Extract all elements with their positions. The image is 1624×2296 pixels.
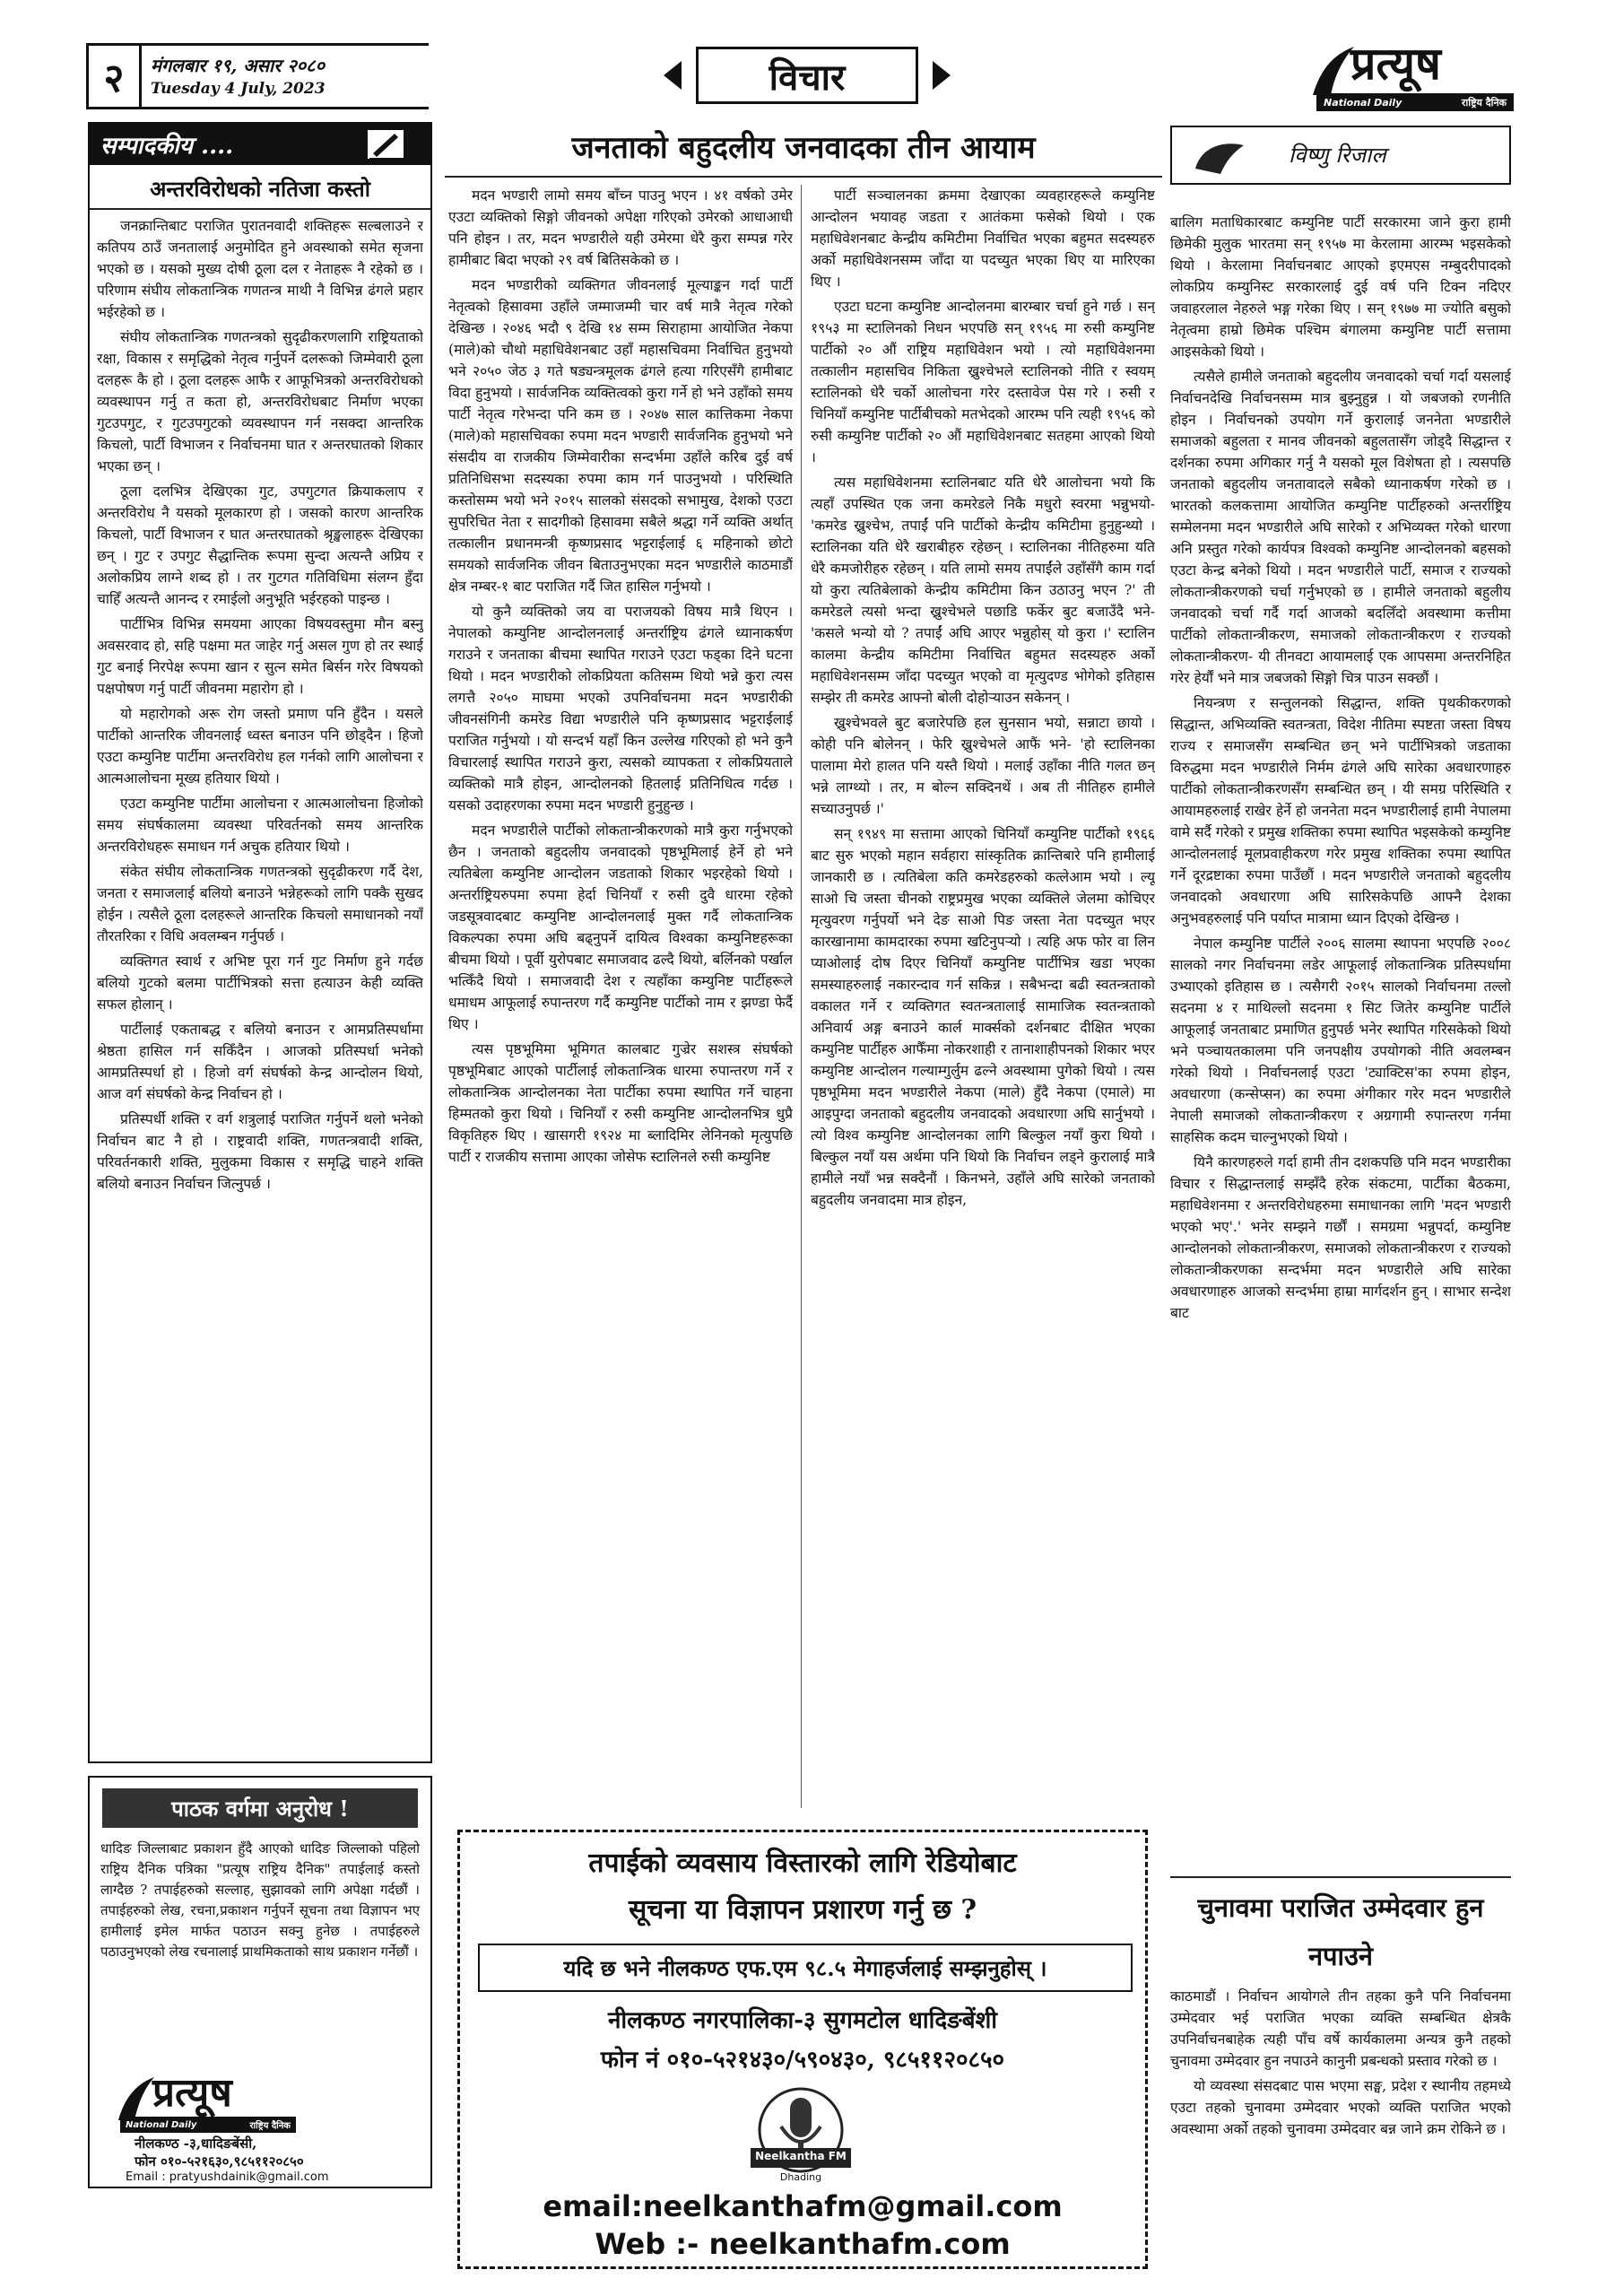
radio-logo-caption: Neelkantha FM: [755, 2150, 847, 2162]
reader-notice-logo-title: प्रत्यूष: [152, 2070, 232, 2116]
logo-title: प्रत्यूष: [1350, 38, 1441, 90]
reader-notice-heading-bar: [102, 1788, 418, 1828]
ad-line-1: तपाईको व्यवसाय विस्तारको लागि रेडियोबाट: [588, 1848, 1017, 1879]
article-paragraph: पार्टी सञ्चालनका क्रममा देखाएका व्यवहारहरूले कम्युनिष्ट आन्दोलन भयावह जडता र आतंकमा फसेको थियो । एक महाधिवेशनबाट केन्द्रीय कमिटीमा निर्वाचित भएका बहुमत सदस्यहरु अर्को महाधिवेशनसम्म जाँदा या पदच्युत भएका थिए या मारिएका थिए ।: [811, 187, 1155, 290]
ad-line-2: सूचना या विज्ञापन प्रशारण गर्नु छ ?: [628, 1894, 977, 1926]
editorial-title-rule: [90, 208, 430, 210]
microphone-icon: [747, 2085, 855, 2184]
reader-notice-body: धादिङ जिल्लाबाट प्रकाशन हुँदै आएको धादिङ जिल्लाको पहिलो राष्ट्रिय दैनिक पत्रिका "प्रत्यूष राष्ट्रिय दैनिक" तपाईलाई कस्तो लाग्दैछ ? तपाईहरुको सल्लाह, सुझावको लागि अपेक्षा गर्दछौं । तपाईहरुको लेख, रचना,प्रकाशन गर्नुपर्ने सूचना तथा विज्ञापन भए हामीलाई इमेल मार्फत पठाउन सक्नु हुनेछ । तपाईहरुले पठाउनुभएको लेख रचनालाई प्राथमिकताको साथ प्रकाशन गर्नेछौं ।: [100, 1840, 420, 1960]
logo-wing-icon: [1311, 45, 1356, 99]
article-paragraph: एउटा घटना कम्युनिष्ट आन्दोलनमा बारम्बार चर्चा हुने गर्छ । सन् १९५३ मा स्टालिनको निधन भएपछि सन् १९५६ मा रुसी कम्युनिष्ट पार्टीको २० औं राष्ट्रिय महाधिवेशन भयो । त्यो महाधिवेशनमा तत्कालीन महासचिव निकिता ख्रुश्चेभले स्टालिनको नीति र स्वयम् स्टालिनको धेरै चर्को आलोचना गरेर दस्तावेज पेस गरे । रुसी र चिनियाँ कम्युनिष्ट पार्टीबीचको मतभेदको आरम्भ पनि त्यही १९५६ को रुसी कम्युनिष्ट पार्टीको २० औं महाधिवेशनबाट सतहमा आएको थियो ।: [811, 299, 1155, 465]
ad-line-3: यदि छ भने नीलकण्ठ एफ.एम ९८.५ मेगाहर्जलाई सम्झनुहोस् ।: [563, 1954, 1047, 1981]
page-number-box: [86, 43, 142, 109]
editorial-paragraph: पार्टीभित्र विभिन्न समयमा आएका विषयवस्तुमा मौन बस्नु अवसरवाद हो, सहि पक्षमा मत जाहेर गर्नु असल गुण हो तर स्थाई गुट बनाई निरपेक्ष रूपमा खान र सुत्न समेत बिर्सन गरेर विषयको पक्षपोषण गर्नु पार्टी जीवनमा महारोग हो ।: [97, 616, 423, 697]
radio-ad-box: [457, 1830, 1148, 2269]
main-article-column-1: [448, 185, 793, 1815]
ad-line-3-bar: [478, 1944, 1133, 1992]
article-paragraph: त्यस पृष्ठभूमिमा भूमिगत कालबाट गुज्रेर सशस्त्र संघर्षको पृष्ठभूमिबाट आएको पार्टीलाई लोकतान्त्रिक धारमा रुपान्तरण गर्ने र लोकतान्त्रिक आन्दोलनका नेता पार्टीका रुपमा स्थापित गर्ने चाहना हिम्मतको कुरा थियो । चिनियाँ र रुसी कम्युनिष्ट आन्दोलनभित्र धुप्रै विकृतिहरु थिए । खासगरी १९२४ मा ब्लादिमिर लेनिनको मृत्युपछि पार्टी र राजकीय सत्तामा आएका जोसेफ स्टालिनले रुसी कम्युनिष्ट: [448, 1041, 793, 1165]
author-photo-icon: [1190, 133, 1253, 178]
radio-logo: [747, 2085, 855, 2184]
masthead-logo: [1311, 38, 1514, 111]
reader-notice-logo-subbar: [120, 2117, 296, 2133]
editorial-paragraph: जनक्रान्तिबाट पराजित पुरातनवादी शक्तिहरू सल्बलाउने र कतिपय ठाउँ जनतालाई अनुमोदित हुने अवस्थाको समेत सृजना भएको छ । यसको मुख्य दोषी ठूला दल र नेताहरू नै रहेको छ । परिणाम संघीय लोकतान्त्रिक गणतन्त्र माथी नै विभिन्न ढंगले प्रहार भईरहेको छ ।: [97, 218, 423, 320]
opinion-body: [1170, 212, 1511, 1826]
radio-logo-sub: Dhading: [779, 2171, 822, 2183]
date-nepali: मंगलबार १९, असार २०८०: [151, 55, 325, 76]
editorial-paragraph: ठूला दलभित्र देखिएका गुट, उपगुटगत क्रियाकलाप र अन्तरविरोध नै यसको मूलकारण हो । जसको कारण आन्तरिक किचलो, पार्टी विभाजन र घात अन्तरघातको श्रृङ्खलाहरू देखिएका छन् । गुट र उपगुट सैद्धान्तिक रूपमा सुन्दा अत्यन्तै अप्रिय र अलोकप्रिय लाग्ने शब्द हो । तर गुटगत गतिविधिमा संलग्न हुँदा चाहिँ अत्यन्तै आनन्द र रमाईलो अनुभूति भईरहको पाइन्छ ।: [97, 483, 423, 607]
article-paragraph: मदन भण्डारीको व्यक्तिगत जीवनलाई मूल्याङ्कन गर्दा पार्टी नेतृत्वको हिसावमा उहाँले जम्माजम्मी चार वर्ष मात्रै नेतृत्व गरेको देखिन्छ । २०४६ भदौ ९ देखि १४ सम्म सिराहामा आयोजित नेकपा (माले)को चौथो महाधिवेशनबाट उहाँ महासचिवमा निर्वाचित हुनुभयो भने २०५० जेठ ३ गते षड्यन्त्रमूलक ढंगले हत्या गरिएसँगै हामीबाट विदा हुनुभयो । सार्वजनिक व्यक्तित्वको कुरा गर्ने हो भने उहाँको समय पार्टी नेतृत्व गरेभन्दा पनि कम छ । २०४७ साल कात्तिकमा नेकपा (माले)को महासचिवका रुपमा मदन भण्डारी सार्वजनिक हुनुभयो भने संसदीय वा राजकीय जिम्मेवारीका सन्दर्भमा उहाँले करिब दुई वर्ष प्रतिनिधिसभा सदस्यका रुपमा काम गर्न पाउनुभयो । परिस्थिति कस्तोसम्म भयो भने २०१५ सालको संसदको सभामुख, देशको एउटा सुपरिचित नेता र सादगीको हिसावमा सबैले श्रद्धा गर्ने व्यक्ति अर्थात् तत्कालीन प्रधानमन्त्री कृष्णप्रसाद भट्टराईलाई ६ महिनाको छोटो समयको सार्वजनिक जीवन बिताउनुभएका मदन भण्डारीले काठमाडौं क्षेत्र नम्बर-१ बाट पराजित गर्दै जित हासिल गर्नुभयो ।: [448, 277, 793, 595]
reader-notice-logo: [117, 2070, 404, 2131]
opinion-paragraph: नियन्त्रण र सन्तुलनको सिद्धान्त, शक्ति पृथकीकरणको सिद्धान्त, अभिव्यक्ति स्वतन्त्रता, विदेश नीतिमा स्पष्टता जस्ता विषय राज्य र समाजसँग सम्बन्धित छन् भने पार्टीभित्रको जडताका विरुद्धमा मदन भण्डारीले निर्मम ढंगले अघि सारेका अवधारणाहरु पार्टीको लोकतान्त्रीकरणसँग सम्बन्धित छन् । यी समग्र परिस्थिति र आयामहरुलाई राखेर हेर्ने हो जननेता मदन भण्डारीलाई हामी नेपालमा वामे सर्दै गरेको र प्रमुख शक्तिका रुपमा स्थापित भइसकेको कम्युनिष्ट आन्दोलनलाई मूलप्रवाहीकरण गरेर प्रमुख शक्तिका रुपमा स्थापित गर्ने दूरद्रष्टाका रुपमा पाउँछौं । मदन भण्डारीले जनताको बहुदलीय जनवादको अवधारणा अघि सारिसकेपछि आफ्नै देशका अनुभवहरुलाई पनि पर्याप्त मात्रामा ध्यान दिएको देखिन्छ ।: [1170, 695, 1511, 926]
article-paragraph: सन् १९४९ मा सत्तामा आएको चिनियाँ कम्युनिष्ट पार्टीको १९६६ बाट सुरु भएको महान सर्वहारा सांस्कृतिक क्रान्तिबारे पनि हामीलाई जानकारी छ । त्यतिबेला कति कमरेडहरुको कत्लेआम भयो । ल्यू साओ चि जस्ता चीनको राष्ट्रप्रमुख भएका व्यक्तिले जेलमा कोचिएर मृत्युवरण गर्नुपर्यो भने देङ साओ पिङ जस्ता नेता पदच्युत भएर कारखानामा कामदारका रुपमा खटिनुपर्‍यो । त्यहि अफ फोर वा लिन प्याओलाई दोष दिएर चिनियाँ कम्युनिष्ट पार्टीभित्र खडा भएका समस्याहरुलाई नकारन्दाव गर्न सकिन्न । सबैभन्दा बढी स्वतन्त्रताको वकालत गर्ने र व्यक्तिगत स्वतन्त्रतालाई सामाजिक स्वतन्त्रताको अनिवार्य अङ्ग बनाउने कार्ल मार्क्सको दर्शनबाट दीक्षित भएका कम्युनिष्ट पार्टीहरु आफैँमा नोकरशाही र तानाशाहीपनको शिकार भएर कम्युनिष्ट आन्दोलन गल्याम्गुर्लुम ढल्ने अवस्थामा पुगेको थियो । त्यस पृष्ठभूमिमा मदन भण्डारीले नेकपा (माले) हुँदै नेकपा (एमाले) मा आइपुग्दा जनताको बहुदलीय जनवादको अवधारणा अघि सार्नुभयो । त्यो विश्व कम्युनिष्ट आन्दोलनका लागि बिल्कुल नयाँ कुरा थियो । बिल्कुल नयाँ यस अर्थमा पनि थियो कि निर्वाचन लड्ने कुरालाई मात्रै हामीले नयाँ भन्न सक्दैनौं । किनभने, उहाँले अघि सारेको जनताको बहुदलीय जनवादमा मात्र होइन,: [811, 826, 1155, 1208]
editorial-paragraph: व्यक्तिगत स्वार्थ र अभिष्ट पूरा गर्न गुट निर्माण हुने गर्दछ बलियो गुटको बलमा पार्टीभित्रको सत्ता हत्याउन केही व्यक्ति सफल होलान् ।: [97, 953, 423, 1013]
editorial-paragraph: पार्टीलाई एकताबद्ध र बलियो बनाउन र आमप्रतिस्पर्धामा श्रेष्ठता हासिल गर्न सकिँदैन । आजको प्रतिस्पर्धा भनेको आमप्रतिस्पर्धा हो । हिजो वर्ग संघर्षको केन्द्र आन्दोलन थियो, आज वर्ग संघर्षको केन्द्र निर्वाचन हो ।: [97, 1022, 423, 1102]
main-headline-rule: [445, 176, 1162, 178]
page-number: २: [103, 56, 125, 101]
reader-notice-email[interactable]: Email : pratyushdainik@gmail.com: [126, 2170, 329, 2184]
reader-notice-logo-sub-right: राष्ट्रिय दैनिक: [249, 2121, 291, 2131]
logo-subbar: [1316, 93, 1514, 111]
main-article-column-2: [811, 185, 1155, 1815]
article-paragraph: ख्रुश्चेभवले बुट बजारेपछि हल सुनसान भयो, सन्नाटा छायो । कोही पनि बोलेनन् । फेरि ख्रुश्चेभले आफैं भने- 'हो स्टालिनका पालामा मेरो हालत पनि यस्तै थियो । मलाई उहाँका नीति गलत छन् भन्ने लाग्थ्यो । तर, म बोल्न सक्दिनथें । अब ती नीतिहरु हामीले सच्याउनुपर्छ ।': [811, 715, 1155, 817]
news-top-rule: [1170, 1876, 1511, 1878]
pen-icon: [364, 126, 418, 162]
author-box: [1170, 126, 1511, 185]
editorial-paragraph: संकेत संघीय लोकतान्त्रिक गणतन्त्रको सुदृढीकरण गर्दै देश, जनता र समाजलाई बलियो बनाउने भन्नेहरूको लागि पक्कै सुखद होईन । त्यसैले ठूला दलहरूले आन्तरिक किचलो समाधानको नयाँ तौरतरिका र विधि अवलम्बन गर्नुपर्छ ।: [97, 864, 423, 944]
section-title: विचार: [769, 56, 846, 99]
column-divider: [801, 185, 802, 1808]
editorial-paragraph: यो महारोगको अरू रोग जस्तो प्रमाण पनि हुँदैन । यसले पार्टीको आन्तरिक जीवनलाई ध्वस्त बनाउन पनि छोड्दैन । हिजो एउटा कम्युनिष्ट पार्टीमा अन्तरविरोध हल गर्नको लागि आलोचना र आत्मआलोचना मूख्य हतियार थियो ।: [97, 706, 423, 787]
news-paragraph: काठमाडौं । निर्वाचन आयोगले तीन तहका कुनै पनि निर्वाचनमा उम्मेदवार भई पराजित भएका व्यक्ति सम्बन्धित क्षेत्रकै उपनिर्वाचनबाहेक त्यही पाँच वर्षे कार्यकालमा अन्यत्र कुनै तहको चुनावमा उम्मेदवार हुन नपाउने कानुनी प्रबन्धको प्रस्ताव गरेको छ ।: [1170, 1988, 1511, 2069]
opinion-paragraph: यिनै कारणहरुले गर्दा हामी तीन दशकपछि पनि मदन भण्डारीका विचार र सिद्धान्तलाई सम्झँदै हरेक संकटमा, पार्टीका बैठकमा, महाधिवेशनमा र अन्तरविरोधहरुमा समाधानका लागि 'मदन भण्डारी भएको भए'.' भनेर सम्झने गर्छौं । समग्रमा भन्नुपर्दा, कम्युनिष्ट आन्दोलनको लोकतान्त्रीकरण, समाजको लोकतान्त्रीकरण र राज्यको लोकतान्त्रीकरणका सन्दर्भमा मदन भण्डारीले अघि सारेका अवधारणाहरु आजको सन्दर्भमा हाम्रा मार्गदर्शन हुन् । साभार सन्देश बाट: [1170, 1154, 1511, 1321]
editorial-body: [97, 215, 423, 1758]
article-paragraph: यो कुनै व्यक्तिको जय वा पराजयको विषय मात्रै थिएन । नेपालको कम्युनिष्ट आन्दोलनलाई अन्तर्राष्ट्रिय ढंगले ध्यानाकर्षण गराउने र जनताका बीचमा स्थापित गराउने एउटा फड्का दिने घटना थियो । मदन भण्डारीको लोकप्रियता कतिसम्म थियो भन्ने कुरा त्यस लगत्तै २०५० माघमा भएको उपनिर्वाचनमा मदन भण्डारीकी जीवनसंगिनी कमरेड विद्या भण्डारीले पनि कृष्णप्रसाद भट्टराईलाई पराजित गर्नुभयो । यो सन्दर्भ यहाँ किन उल्लेख गरिएको हो भने कुनै विचारलाई स्थापित गराउने कुरा, त्यसको व्यापकता र लोकप्रियताले व्यक्तिको मात्रै होइन, आन्दोलनको हितलाई प्रतिनिधित्व गर्दछ । यसको उदाहरणका रुपमा मदन भण्डारी हुनुहुन्छ ।: [448, 604, 793, 813]
editorial-box: [88, 122, 432, 1763]
news-headline: चुनावमा पराजित उम्मेदवार हुन नपाउने: [1197, 1892, 1484, 1971]
ad-line-4: नीलकण्ठ नगरपालिका-३ सुगमटोल धादिङबेंशी: [608, 2007, 997, 2034]
logo-sub-left: National Daily: [1324, 96, 1403, 109]
ad-email[interactable]: email:neelkanthafm@gmail.com: [543, 2189, 1063, 2223]
news-body: [1170, 1986, 1511, 2255]
reader-notice-logo-sub-left: National Daily: [126, 2119, 197, 2130]
logo-wing-icon: [117, 2075, 156, 2122]
opinion-paragraph: त्यसैले हामीले जनताको बहुदलीय जनवादको चर्चा गर्दा यसलाई निर्वाचनदेखि निर्वाचनसम्म मात्र बुझ्नुहुन्न । यो जबजको रणनीति होइन । निर्वाचनको उपयोग गर्ने कुरालाई जननेता भण्डारीले समाजको बहुलता र मानव जीवनको बहुलतासँग जोड्दै सिद्धान्त र दर्शनका रुपमा अगिकार गर्नु नै यसको मूल विशेषता हो । त्यसपछि जनताको बहुदलीय जनतावादले सबैको ध्यानाकर्षण गरेको छ । भारतको कलकत्तामा आयोजित कम्युनिष्ट पार्टीहरुको अन्तर्राष्ट्रिय सम्मेलनमा मदन भण्डारीले अघि सारेको र अभिव्यक्त गरेको धारणा अनि प्रस्तुत गरेको कार्यपत्र विश्वको कम्युनिष्ट आन्दोलनको बहसको एउटा केन्द्र बनेको थियो । मदन भण्डारीले पार्टी, समाज र राज्यको लोकतान्त्रीकरणको चर्चा गर्नुभएको छ । हामीले जनताको बहुलीय जनवादको चर्चा गर्दै गर्दा आजको बदलिँदो अवस्थामा कत्तीमा पार्टीको लोकतान्त्रीकरण, समाजको लोकतान्त्रीकरण र राज्यको लोकतान्त्रीकरण- यी तीनवटा आयामलाई एक आपसमा अन्तरनिहित गरेर हेर्यौं भने मात्र जबजको सिङ्गो चित्र पाउन सक्छौं ।: [1170, 369, 1511, 686]
main-headline: जनताको बहुदलीय जनवादका तीन आयाम: [571, 130, 1036, 166]
editorial-paragraph: एउटा कम्युनिष्ट पार्टीमा आलोचना र आत्मआलोचना हिजोको समय संघर्षकालमा व्यवस्था परिवर्तनको समय आन्तरिक अन्तरविरोधहरू समाधन गर्न अचुक हतियार थियो ।: [97, 796, 423, 855]
ad-line-5: फोन नं ०१०-५२१४३०/५९०४३०, ९८५११२०८५०: [600, 2047, 1005, 2074]
article-paragraph: मदन भण्डारीले पार्टीको लोकतान्त्रीकरणको मात्रै कुरा गर्नुभएको छैन । जनताको बहुदलीय जनवादको पृष्ठभूमिलाई हेर्ने हो भने त्यतिबेला कम्युनिष्ट आन्दोलन जडताको शिकार भइरहेको थियो । अन्तर्राष्ट्रियरुपमा रुपमा हेर्दा चिनियाँ र रुसी दुवै धारमा रहेको जडसूत्रवादबाट कम्युनिष्ट आन्दोलनलाई मुक्त गर्दै लोकतान्त्रिक विकल्पका रुपमा अघि बढ्नुपर्ने दायित्व विश्वका कम्युनिष्टहरूका बीचमा थियो । पूर्वी युरोपबाट समाजवाद ढल्दै थियो, बर्लिनको पर्खाल भत्किँदै थियो । समाजवादी देश र त्यहाँका कम्युनिष्ट पार्टीहरूले धमाधम आफूलाई रुपान्तरण गर्दै कम्युनिष्ट पार्टीको नाम र झण्डा फेर्दै थिए ।: [448, 822, 793, 1032]
reader-notice-heading: पाठक वर्गमा अनुरोध !: [171, 1795, 349, 1822]
reader-notice-address: नीलकण्ठ -३,धादिङबेंसी,: [135, 2135, 257, 2152]
editorial-paragraph: प्रतिस्पर्धी शक्ति र वर्ग शत्रुलाई पराजित गर्नुपर्ने थलो भनेको निर्वाचन बाट नै हो । राष्ट्रवादी शक्ति, गणतन्त्रवादी शक्ति, परिवर्तनकारी शक्ति, मुलुकमा विकास र समृद्धि चाहने शक्ति बलियो बनाउन निर्वाचन जित्नुपर्छ ।: [97, 1111, 423, 1192]
logo-sub-right: राष्ट्रिय दैनिक: [1461, 96, 1507, 109]
date-box: [142, 43, 429, 109]
opinion-paragraph: नेपाल कम्युनिष्ट पार्टीले २००६ सालमा स्थापना भएपछि २००८ सालको नगर निर्वाचनमा लडेर आफूलाई लोकतान्त्रिक प्रतिस्पर्धामा उभ्याएको इतिहास छ । त्यसैगरी २०१५ सालको निर्वाचनमा तल्लो सदनमा ४ र माथिल्लो सदनमा १ सिट जितेर कम्युनिष्ट पार्टीले आफूलाई जनताबाट प्रमाणित हुनुपर्छ भनेर स्थापित गरिसकेको थियो भने पञ्चायतकालमा पनि जनपक्षीय उपयोगको नीति अवलम्बन गरेको थियो । निर्वाचनलाई एउटा 'ट्याक्टिस'का रुपमा होइन, अवधारणा (कन्सेप्सन) का रुपमा अंगीकार गरेर मदन भण्डारीले नेपाली समाजको लोकतान्त्रीकरण र अग्रगामी रुपान्तरण गर्नमा साहसिक कदम चाल्नुभएको थियो ।: [1170, 935, 1511, 1145]
article-paragraph: त्यस महाधिवेशनमा स्टालिनबाट यति धेरै आलोचना भयो कि त्यहाँ उपस्थित एक जना कमरेडले निकै मधुरो स्वरमा भन्नुभयो- 'कमरेड ख्रुश्चेभ, तपाईं पनि पार्टीको केन्द्रीय कमिटीमा हुनुहुन्थ्यो । स्टालिनका यति धेरै खराबीहरु रहेछन् । स्टालिनका नीतिहरुमा यति धेरै कमजोरीहरु रहेछन् । यति लामो समय तपाईंले उहाँसँगै काम गर्दा यो कुरा त्यतिबेलाको केन्द्रीय कमिटीमा किन उठाउनु भएन ?' ती कमरेडले त्यसो भन्दा ख्रुश्चेभले पछाडि फर्केर बुट बजाउँदै भने- 'कसले भन्यो यो ? तपाईं अघि आएर भन्नुहोस् यो कुरा ।' स्टालिन कालमा केन्द्रीय कमिटीमा निर्वाचित बहुमत सदस्यहरु अर्को महाधिवेशनसम्म जाँदा पदच्युत भएको वा मृत्युदण्ड भोगेको इतिहास सम्झेर ती कमरेड आफ्नो बोली दोहोर्‍याउन सकेनन् ।: [811, 474, 1155, 706]
editorial-title: अन्तरविरोधको नतिजा कस्तो: [150, 176, 370, 202]
opinion-paragraph: बालिग मताधिकारबाट कम्युनिष्ट पार्टी सरकारमा जाने कुरा हामी छिमेकी मुलुक भारतमा सन् १९५७ मा केरलामा आरम्भ भइसकेको थियो । केरलामा निर्वाचनबाट आएको इएमएस नम्बुदरीपादको लोकप्रिय कम्युनिस्ट सरकारलाई दुई वर्ष पनि टिक्न नदिएर जवाहरलाल नेहरुले भङ्ग गरेका थिए । सन् १९७७ मा ज्योति बसुको नेतृत्वमा हाम्रो छिमेक पश्चिम बंगालमा कम्युनिष्ट पार्टी सत्तामा आइसकेको थियो ।: [1170, 214, 1511, 360]
section-title-box: [696, 47, 918, 104]
date-english: Tuesday 4 July, 2023: [151, 80, 326, 98]
ad-web[interactable]: Web :- neelkanthafm.com: [595, 2227, 1011, 2261]
reader-notice-phone: फोन ०१०-५२१६३०,९८५११२०८५०: [135, 2153, 304, 2170]
nav-right-arrow-icon: [933, 61, 951, 90]
editorial-label-bar: [90, 124, 430, 165]
news-paragraph: यो व्यवस्था संसदबाट पास भएमा सङ्घ, प्रदेश र स्थानीय तहमध्ये एउटा तहको चुनावमा उम्मेदवार भएको व्यक्ति पराजित भएको अवस्थामा अर्को तहको चुनावमा उम्मेदवार बन्न जाने क्रम रोकिने छ ।: [1170, 2078, 1511, 2137]
editorial-paragraph: संघीय लोकतान्त्रिक गणतन्त्रको सुदृढीकरणलागि राष्ट्रियताको रक्षा, विकास र समृद्धिको नेतृत्व गर्नुपर्ने दलरूको जिम्मेवारी ठूला दलहरू कै हो । ठूला दलहरू आफै र आफूभित्रको अन्तरविरोधको व्यवस्थापन गर्नु त कता हो, अन्तरविरोधबाट निर्माण भएका गुटउपगुट, र गुटउपगुटको व्यवस्थापन गर्न नसक्दा आन्तरिक किचलो, पार्टी विभाजन र निर्वाचनमा घात र अन्तरघातको शिकार भएका छन् ।: [97, 329, 423, 474]
author-name: विष्णु रिजाल: [1289, 143, 1386, 168]
reader-notice-box: [88, 1776, 432, 2188]
article-paragraph: मदन भण्डारी लामो समय बाँच्न पाउनु भएन । ४१ वर्षको उमेर एउटा व्यक्तिको सिङ्गो जीवनको अपेक्षा गरिएको उमेरको आधाआधी पनि होइन । तर, मदन भण्डारीले यही उमेरमा धेरै कुरा सम्पन्न गरेर हामीबाट बिदा भएको २९ वर्ष बितिसकेको छ ।: [448, 187, 793, 268]
nav-left-arrow-icon: [664, 61, 682, 90]
section-nav: [664, 47, 951, 104]
editorial-label: सम्पादकीय ....: [100, 133, 234, 160]
